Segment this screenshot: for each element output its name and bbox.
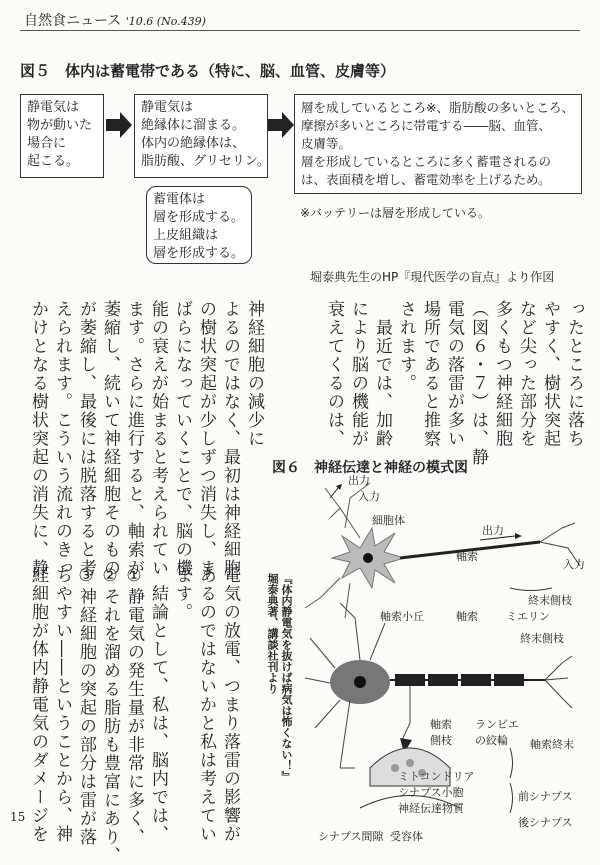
text-column: 結論として、私は、脳内では、 xyxy=(148,566,168,844)
label-soma: 細胞体 xyxy=(372,514,405,527)
box-line: 静電気は xyxy=(141,100,194,115)
box-line: 層を形成しているところに多く蓄電されるの xyxy=(301,154,552,169)
fig5-box-1 xyxy=(20,94,104,178)
book-reference xyxy=(265,573,293,782)
magazine-title: 自然食ニュース xyxy=(24,13,122,29)
arrow-right-icon xyxy=(104,110,134,140)
box-line: 摩擦が多いところに帯電する――脳、血管、 xyxy=(301,118,552,133)
label-output-1: 出力 xyxy=(348,474,370,487)
text-column: 経細胞が体内静電気のダメージを xyxy=(28,566,48,844)
text-column: 最近では、加齢 xyxy=(372,300,392,448)
label-hillock: 軸索小丘 xyxy=(380,610,424,623)
box-line: 上皮組織は xyxy=(153,228,219,243)
text-column: 電気の落雷が多い xyxy=(444,300,464,448)
text-column: されます。 xyxy=(396,300,416,393)
text-column: よるのではなく、最初は神経細胞 xyxy=(220,300,240,578)
issue-number: '10.6 (No.439) xyxy=(125,15,206,28)
book-title: 『体内静電気を抜けば病気は怖くない！』 xyxy=(280,573,293,782)
label-receptor: 受容体 xyxy=(390,830,423,843)
text-column: えられます。こういう流れのきっ xyxy=(52,300,72,578)
text-column: あるのではないかと私は考えてい xyxy=(196,566,216,844)
text-column: 能の衰えが始まると考えられてい xyxy=(148,300,168,578)
fig5-source: 堀泰典先生のHP『現代医学の盲点』より作図 xyxy=(310,270,555,284)
label-collateral: 軸索 側枝 xyxy=(430,718,452,747)
soma-1 xyxy=(332,528,404,588)
conclusion-text-block xyxy=(22,566,254,865)
neuron-diagram xyxy=(300,478,590,818)
text-column: ったところに落ち xyxy=(564,300,584,448)
lower-left-text-block xyxy=(22,300,266,582)
box-line: 静電気は xyxy=(27,100,80,115)
fig5-box-2 xyxy=(134,94,268,178)
label-postsynaptic: 後シナプス xyxy=(518,816,573,829)
fig5-note: ※バッテリーは層を形成している。 xyxy=(300,206,491,220)
label-axon: 軸索 xyxy=(456,550,478,563)
label-transmitter: 神経伝達物質 xyxy=(398,802,464,815)
fig5-title: 図５ 体内は蓄電帯である（特に、脳、血管、皮膚等） xyxy=(20,62,396,80)
label-input-2: 入力 xyxy=(563,558,585,571)
label-cleft: シナプス間隙 xyxy=(318,830,384,843)
label-output-2: 出力 xyxy=(482,524,504,537)
text-column: かけとなる樹状突起の消失に、静 xyxy=(28,300,48,578)
fig5-box-4 xyxy=(294,94,582,194)
text-column: 衰えてくるのは、 xyxy=(324,300,344,448)
text-column: ちやすい――ということから、神 xyxy=(52,566,72,844)
text-column: ます。さらに進行すると、軸索が xyxy=(124,300,144,578)
text-column: 電気の放電、つまり落雷の影響が xyxy=(220,566,240,844)
page-number: 15 xyxy=(10,810,26,824)
text-column: ばらになっていくことで、脳の機 xyxy=(172,300,192,578)
text-column: により脳の機能が xyxy=(348,300,368,448)
box-line: 脂肪酸、グリセリン。 xyxy=(141,154,270,169)
box-line: 絶縁体に溜まる。 xyxy=(141,118,246,133)
book-author: 堀泰典著、講談社刊より xyxy=(266,573,279,694)
header-divider xyxy=(20,30,580,31)
box-line: は、表面積を増し、蓄電効率を上げるため。 xyxy=(301,172,551,187)
text-column: 場所であると推察 xyxy=(420,300,440,448)
box-line: 起こる。 xyxy=(27,154,80,169)
text-column: ③神経細胞の突起の部分は雷が落 xyxy=(76,566,96,847)
text-column: 神経細胞の減少に xyxy=(244,300,264,448)
box-line: 物が動いた xyxy=(27,118,93,133)
label-vesicle: シナプス小胞 xyxy=(398,786,464,799)
text-column: が萎縮し、最後には脱落すると考 xyxy=(76,300,96,578)
label-axon-2: 軸索 xyxy=(456,610,478,623)
label-mitochondria: ミトコンドリア xyxy=(398,770,475,783)
arrow-right-icon xyxy=(266,110,296,140)
fig6-title: 図６ 神経伝達と神経の模式図 xyxy=(272,460,468,476)
fig5-box-3 xyxy=(146,186,252,264)
box-line: 皮膚等。 xyxy=(301,136,352,151)
box-line: 層を成しているところ※、脂肪酸の多いところ、 xyxy=(301,100,574,115)
box-line: 層を形成する。 xyxy=(153,246,245,261)
text-column: の樹状突起が少しずつ消失し、ま xyxy=(196,300,216,578)
box-line: 場合に xyxy=(27,136,67,151)
label-ranvier: ランビエ の絞輪 xyxy=(475,718,519,747)
soma-2 xyxy=(330,660,390,704)
label-input-1: 入力 xyxy=(358,490,380,503)
label-terminal: 終末側枝 xyxy=(528,594,572,607)
text-column: 萎縮し、続いて神経細胞そのもの xyxy=(100,300,120,578)
text-column: やすく、樹状突起 xyxy=(540,300,560,448)
label-presynaptic: 前シナプス xyxy=(518,790,573,803)
text-column: など尖った部分を xyxy=(516,300,536,448)
text-column: ます。 xyxy=(172,566,192,622)
text-column: （図６・７）は、静 xyxy=(468,300,488,467)
magazine-header xyxy=(24,10,206,30)
label-axon-terminal: 軸索終末 xyxy=(530,738,574,751)
box-line: 体内の絶縁体は、 xyxy=(141,136,246,151)
label-myelin: ミエリン xyxy=(506,610,550,623)
box-line: 蓄電体は xyxy=(153,192,206,207)
upper-text-block xyxy=(318,300,586,467)
text-column: ①静電気の発生量が非常に多く、 xyxy=(124,566,144,847)
text-column: ②それを溜める脂肪も豊富にあり、 xyxy=(100,566,120,865)
box-line: 層を形成する。 xyxy=(153,210,245,225)
label-terminal-2: 終末側枝 xyxy=(520,632,564,645)
text-column: 多くもつ神経細胞 xyxy=(492,300,512,448)
